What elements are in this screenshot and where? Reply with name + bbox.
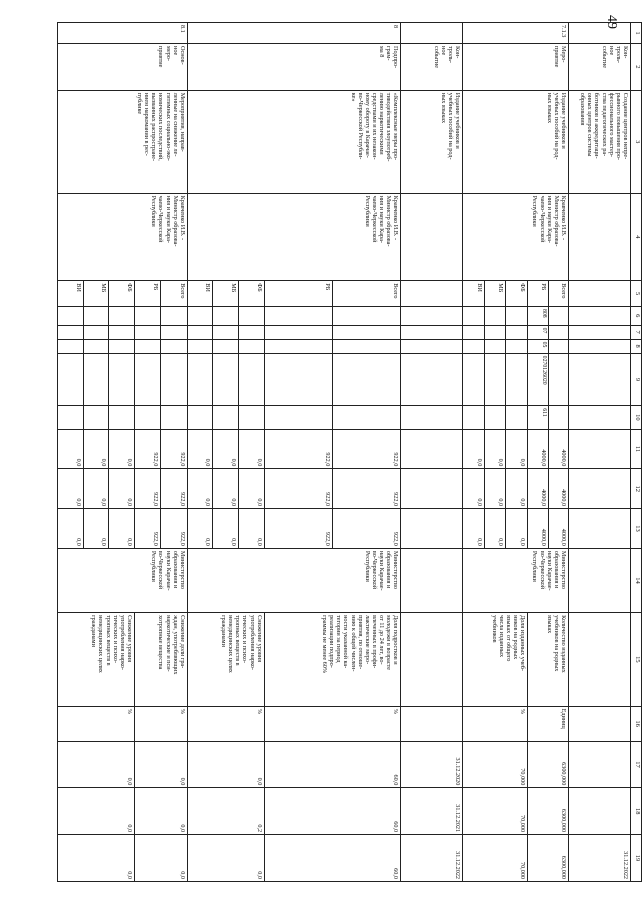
table-cell — [161, 353, 187, 406]
table-cell: 60,0 — [264, 788, 401, 835]
table-cell — [401, 306, 463, 325]
amount: 0,0 — [83, 429, 109, 469]
table-cell — [484, 406, 506, 429]
amount: 0,0 — [58, 429, 84, 469]
amount: 0,0 — [463, 429, 485, 469]
amount: 0,0 — [484, 509, 506, 549]
table-cell — [264, 325, 332, 339]
table-cell — [239, 339, 265, 353]
unit: % — [463, 706, 528, 741]
table-cell — [484, 306, 506, 325]
table-cell — [264, 353, 332, 406]
table-cell — [109, 339, 135, 353]
indicator: Доля подростков и молодежи в возрасте от 11 до 24 лет, во- влеченных в профи- лактические меро- приятия, по отноше- нию к общей числен- ности указанной ка- тегории за период реализации подпро- граммы не менее 60% — [264, 613, 401, 706]
table-cell: 70,000 — [463, 835, 528, 882]
table-cell — [332, 339, 400, 353]
amount: 0,0 — [506, 509, 528, 549]
unit: % — [134, 706, 187, 741]
table-cell — [187, 353, 213, 406]
table-cell — [83, 325, 109, 339]
table-cell — [134, 406, 160, 429]
funding-source: РБ — [264, 281, 332, 307]
amount: 4000,0 — [528, 509, 548, 549]
table-cell — [401, 406, 463, 429]
table-cell: 0,0 — [187, 835, 264, 882]
responsible: Кравченко И.В. - Министр образова- ния и науки Кара- чаево-Черкесской Республики — [463, 193, 569, 281]
table-cell: 611 — [528, 406, 548, 429]
table-cell — [213, 325, 239, 339]
column-number-row — [631, 23, 642, 882]
table-cell: 31.12.2022 — [401, 835, 463, 882]
amount: 0,0 — [187, 509, 213, 549]
row-title: Мероприятия, направ- ленные на снижение ле- гитимных социально-эко- номических последствий, вызванных распростране- нием наркомании в рес- публике — [58, 90, 188, 193]
amount: 922,0 — [264, 509, 332, 549]
table-cell — [569, 509, 631, 549]
funding-source: ФБ — [109, 281, 135, 307]
table-cell — [187, 339, 213, 353]
amount: 922,0 — [161, 429, 187, 469]
table-cell — [187, 406, 213, 429]
table-cell — [548, 339, 568, 353]
column-number: 19 — [631, 835, 642, 882]
landscape-table-wrapper — [57, 22, 642, 882]
table-row — [332, 23, 400, 882]
table-cell — [239, 353, 265, 406]
table-cell — [484, 325, 506, 339]
amount: 922,0 — [332, 429, 400, 469]
column-number: 13 — [631, 509, 642, 549]
column-number: 15 — [631, 613, 642, 706]
column-number: 9 — [631, 353, 642, 406]
table-cell — [506, 306, 528, 325]
table-cell: 60,0 — [264, 741, 401, 788]
amount: 0,0 — [187, 429, 213, 469]
funding-source: МБ — [484, 281, 506, 307]
amount: 922,0 — [332, 469, 400, 509]
column-number: 18 — [631, 788, 642, 835]
table-cell — [401, 613, 463, 706]
table-cell — [548, 325, 568, 339]
table-cell: 31.12.2020 — [401, 741, 463, 788]
funding-source: ФБ — [506, 281, 528, 307]
table-cell — [506, 353, 528, 406]
table-cell — [264, 306, 332, 325]
executor: Министерство образования и науки Карачае- во-Черкесской Республики — [187, 548, 400, 612]
table-cell — [213, 353, 239, 406]
unit: % — [58, 706, 135, 741]
table-cell: 808 — [528, 306, 548, 325]
amount: 922,0 — [264, 469, 332, 509]
table-cell — [83, 339, 109, 353]
amount: 0,0 — [213, 509, 239, 549]
table-cell: 0,0 — [134, 788, 187, 835]
amount: 0,0 — [463, 469, 485, 509]
table-cell — [569, 548, 631, 612]
table-cell — [264, 339, 332, 353]
program-table — [57, 22, 642, 882]
table-cell — [569, 339, 631, 353]
table-cell — [187, 325, 213, 339]
table-cell — [332, 306, 400, 325]
table-cell: 0,0 — [187, 741, 264, 788]
table-cell: 05 — [528, 339, 548, 353]
table-cell — [161, 325, 187, 339]
table-cell — [401, 469, 463, 509]
table-cell — [569, 706, 631, 741]
table-cell — [109, 353, 135, 406]
column-number: 4 — [631, 193, 642, 281]
table-cell: 6300,000 — [528, 835, 569, 882]
table-cell — [569, 741, 631, 788]
amount: 0,0 — [109, 509, 135, 549]
table-cell: 0270126020 — [528, 353, 548, 406]
amount: 922,0 — [134, 509, 160, 549]
table-cell — [332, 353, 400, 406]
table-cell — [569, 406, 631, 429]
table-cell — [58, 339, 84, 353]
table-cell — [401, 429, 463, 469]
table-cell: 0,0 — [134, 741, 187, 788]
table-cell — [239, 406, 265, 429]
table-cell: Кон- троль- ное событие — [401, 44, 463, 91]
table-row — [401, 23, 463, 882]
amount: 4000,0 — [528, 429, 548, 469]
table-cell — [463, 339, 485, 353]
amount: 0,0 — [484, 429, 506, 469]
table-cell — [548, 406, 568, 429]
table-cell — [548, 353, 568, 406]
rotated-page — [57, 22, 642, 882]
amount: 0,0 — [109, 469, 135, 509]
amount: 0,0 — [83, 509, 109, 549]
funding-source: РБ — [134, 281, 160, 307]
funding-source: Всего — [332, 281, 400, 307]
unit: % — [187, 706, 264, 741]
table-cell — [463, 325, 485, 339]
table-cell — [401, 193, 463, 281]
column-number: 14 — [631, 548, 642, 612]
table-cell — [569, 469, 631, 509]
amount: 0,0 — [506, 469, 528, 509]
column-number: 8 — [631, 339, 642, 353]
column-number: 3 — [631, 90, 642, 193]
amount: 0,0 — [213, 469, 239, 509]
table-cell — [569, 429, 631, 469]
table-cell — [463, 353, 485, 406]
unit: Единиц — [528, 706, 569, 741]
row-number: 8.1 — [58, 23, 188, 44]
table-cell — [506, 406, 528, 429]
indicator: Снижение доли гра- ждан, употребляющих наркотические и пси- хотропные вещества — [134, 613, 187, 706]
table-cell — [134, 339, 160, 353]
amount: 922,0 — [134, 469, 160, 509]
table-cell — [484, 339, 506, 353]
amount: 922,0 — [161, 469, 187, 509]
column-number: 11 — [631, 429, 642, 469]
table-cell — [58, 353, 84, 406]
amount: 922,0 — [264, 429, 332, 469]
table-cell — [569, 23, 631, 44]
unit: % — [264, 706, 401, 741]
table-cell — [401, 325, 463, 339]
executor: Министерство образования и науки Карачае- во-Черкесской Республики — [58, 548, 188, 612]
column-number: 7 — [631, 325, 642, 339]
amount: 4000,0 — [548, 429, 568, 469]
row-title: Издание учебников и учебных пособий на род- ных языках — [463, 90, 569, 193]
table-cell — [569, 613, 631, 706]
table-cell: 6300,000 — [528, 788, 569, 835]
amount: 922,0 — [134, 429, 160, 469]
table-cell — [506, 339, 528, 353]
table-cell: 60,0 — [264, 835, 401, 882]
column-number: 10 — [631, 406, 642, 429]
table-cell: 0,2 — [187, 788, 264, 835]
table-cell — [58, 325, 84, 339]
table-cell: Кон- троль- ное событие — [569, 44, 631, 91]
table-cell: 31.12.2021 — [401, 788, 463, 835]
table-cell — [401, 353, 463, 406]
table-cell — [506, 325, 528, 339]
table-cell — [332, 325, 400, 339]
column-number: 6 — [631, 306, 642, 325]
column-number: 1 — [631, 23, 642, 44]
amount: 4000,0 — [548, 509, 568, 549]
funding-source: РБ — [528, 281, 548, 307]
amount: 0,0 — [83, 469, 109, 509]
table-cell — [213, 339, 239, 353]
table-row — [569, 23, 631, 882]
amount: 0,0 — [239, 429, 265, 469]
table-cell — [569, 353, 631, 406]
table-cell: 07 — [528, 325, 548, 339]
table-cell: Создание центров непре- рывного повышения про- фессионального мастер- ства педагогических ра- ботников и аккредитаци- онных центров системы образования — [569, 90, 631, 193]
page-number: 49 — [604, 15, 619, 29]
table-cell: 0,0 — [58, 835, 135, 882]
funding-source: ВИ — [187, 281, 213, 307]
table-cell — [161, 306, 187, 325]
table-row — [161, 23, 187, 882]
table-cell — [569, 325, 631, 339]
table-cell — [569, 281, 631, 307]
table-cell — [463, 306, 485, 325]
row-type: Подпро- грам- ма 8 — [187, 44, 400, 91]
table-cell — [484, 353, 506, 406]
indicator: Снижение уровня употребления нарко- тических и психо- тропных веществ в немедицинских целях гражданами — [58, 613, 135, 706]
amount: 4000,0 — [548, 469, 568, 509]
amount: 922,0 — [161, 509, 187, 549]
table-cell — [569, 306, 631, 325]
table-cell: 0,0 — [134, 835, 187, 882]
responsible: Кравченко И.В. - Министр образова- ния и науки Кара- чаево-Черкесской Республики — [58, 193, 188, 281]
row-title: «Комплексные меры про- тиводействия злоупотреб- лению наркотическими средствами и их незакон- ному обороту в Карачае- во-Черкесской Республи- ке» — [187, 90, 400, 193]
executor: Министерство образования и науки Карачае- во-Черкесской Республики — [463, 548, 569, 612]
table-cell: 70,000 — [463, 741, 528, 788]
table-cell — [213, 406, 239, 429]
amount: 4000,0 — [528, 469, 548, 509]
table-cell — [83, 353, 109, 406]
table-cell — [134, 306, 160, 325]
table-cell — [239, 325, 265, 339]
row-type: Меро- приятие — [463, 44, 569, 91]
row-number: 8 — [187, 23, 400, 44]
table-cell — [463, 406, 485, 429]
table-cell: 6300,000 — [528, 741, 569, 788]
funding-source: МБ — [83, 281, 109, 307]
table-cell — [161, 406, 187, 429]
table-cell — [134, 325, 160, 339]
table-cell — [239, 306, 265, 325]
table-cell — [332, 406, 400, 429]
table-cell — [109, 325, 135, 339]
table-cell — [109, 406, 135, 429]
table-cell — [401, 339, 463, 353]
table-cell — [161, 339, 187, 353]
table-cell — [401, 706, 463, 741]
table-cell — [401, 548, 463, 612]
amount: 922,0 — [332, 509, 400, 549]
row-type: Основ- ное меро- приятие — [58, 44, 188, 91]
table-cell — [213, 306, 239, 325]
table-cell: Издание учебников и учебных пособий на род- ных языках — [401, 90, 463, 193]
table-cell: 0,0 — [58, 741, 135, 788]
amount: 0,0 — [239, 509, 265, 549]
amount: 0,0 — [463, 509, 485, 549]
funding-source: МБ — [213, 281, 239, 307]
table-cell: 0,0 — [58, 788, 135, 835]
amount: 0,0 — [239, 469, 265, 509]
column-number: 2 — [631, 44, 642, 91]
column-number: 16 — [631, 706, 642, 741]
amount: 0,0 — [506, 429, 528, 469]
column-number: 12 — [631, 469, 642, 509]
amount: 0,0 — [187, 469, 213, 509]
table-cell — [109, 306, 135, 325]
table-cell — [401, 509, 463, 549]
table-cell — [548, 306, 568, 325]
funding-source: ФБ — [239, 281, 265, 307]
funding-source: ВИ — [463, 281, 485, 307]
column-number: 17 — [631, 741, 642, 788]
table-cell — [58, 306, 84, 325]
amount: 0,0 — [58, 469, 84, 509]
indicator: Доля изданных учеб- ников на родных языках от общего числа изданных учебников — [463, 613, 528, 706]
amount: 0,0 — [213, 429, 239, 469]
table-cell — [134, 353, 160, 406]
column-number: 5 — [631, 281, 642, 307]
table-cell — [187, 306, 213, 325]
table-cell — [83, 406, 109, 429]
table-row — [548, 23, 568, 882]
table-cell — [401, 281, 463, 307]
funding-source: Всего — [548, 281, 568, 307]
funding-source: ВИ — [58, 281, 84, 307]
table-cell — [264, 406, 332, 429]
table-cell: 31.12.2022 — [569, 835, 631, 882]
indicator: Количество изданных учебников на родных языках — [528, 613, 569, 706]
indicator: Снижение уровня употребления нарко- тических и психо- тропных веществ в немедицинских целях гражданами — [187, 613, 264, 706]
table-cell: 70,000 — [463, 788, 528, 835]
amount: 0,0 — [484, 469, 506, 509]
funding-source: Всего — [161, 281, 187, 307]
table-body — [58, 23, 631, 882]
row-number: 7.1.3 — [463, 23, 569, 44]
amount: 0,0 — [109, 429, 135, 469]
table-cell — [58, 406, 84, 429]
responsible: Кравченко И.В. - Министр образова- ния и науки Кара- чаево-Черкесской Республики — [187, 193, 400, 281]
amount: 0,0 — [58, 509, 84, 549]
table-cell — [83, 306, 109, 325]
table-cell — [569, 193, 631, 281]
table-cell — [401, 23, 463, 44]
table-cell — [569, 788, 631, 835]
